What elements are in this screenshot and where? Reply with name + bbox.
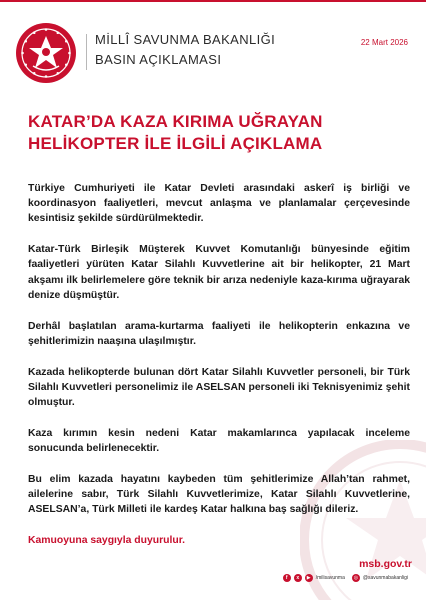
social-handle[interactable]: /milisavunma: [315, 575, 345, 581]
header-divider: [86, 34, 87, 70]
social-media-bar: [283, 574, 412, 582]
body-paragraph: Kaza kırımın kesin nedeni Katar makamlarınca yapılacak inceleme sonucunda belirlenecektir.: [28, 427, 410, 455]
page-title: [28, 111, 408, 155]
release-date: 22 Mart 2026: [360, 38, 408, 47]
closing-line: Kamuoyuna saygıyla duyurulur.: [28, 535, 186, 547]
title-line: KATAR’DA KAZA KIRIMA UĞRAYAN: [28, 112, 323, 131]
youtube-icon[interactable]: ▶: [305, 574, 313, 582]
website-link[interactable]: msb.gov.tr: [359, 558, 412, 570]
press-release-body: [28, 181, 410, 564]
social-handle[interactable]: @savunmabakanligi: [362, 575, 408, 581]
organization-name: MİLLÎ SAVUNMA BAKANLIĞI: [95, 32, 276, 47]
body-paragraph: Türkiye Cumhuriyeti ile Katar Devleti arasındaki askerî iş birliği ve koordinasyon faaliyetleri, mevcut anlaşma ve planlamalar çerçevesinde kesintisiz şekilde sürdürülmektedir.: [28, 183, 410, 225]
title-line: HELİKOPTER İLE İLGİLİ AÇIKLAMA: [28, 134, 323, 153]
facebook-icon[interactable]: f: [283, 574, 291, 582]
x-twitter-icon[interactable]: x: [294, 574, 302, 582]
top-accent-line: [0, 0, 426, 2]
body-paragraph: Bu elim kazada hayatını kaybeden tüm şehitlerimize Allah’tan rahmet, ailelerine sabır, Türk Silahlı Kuvvetlerimize, Katar Silahlı Kuvvetlerine, ASELSAN’a, Türk Milleti ile kardeş Katar halkına baş sağlığı dileriz.: [28, 473, 410, 516]
ministry-emblem-icon: [15, 22, 77, 84]
instagram-icon[interactable]: ◎: [353, 575, 359, 581]
body-paragraph: Katar-Türk Birleşik Müşterek Kuvvet Komutanlığı bünyesinde eğitim faaliyetleri yürüten Katar Silahlı Kuvvetlerine ait bir helikopter, 21 Mart akşamı ilk belirlemelere göre teknik bir arıza nedeniyle kaza-kırıma uğrayarak denize düşmüştür.: [28, 244, 410, 301]
body-paragraph: Derhâl başlatılan arama-kurtarma faaliyeti ile helikopterin enkazına ve şehitlerimizin naaşına ulaşılmıştır.: [28, 320, 410, 347]
document-type: BASIN AÇIKLAMASI: [95, 52, 222, 67]
body-paragraph: Kazada helikopterde bulunan dört Katar Silahlı Kuvvetler personeli, bir Türk Silahlı Kuvvetleri personelimiz ile ASELSAN personeli iki Teknisyenimiz şehit olmuştur.: [28, 366, 410, 409]
